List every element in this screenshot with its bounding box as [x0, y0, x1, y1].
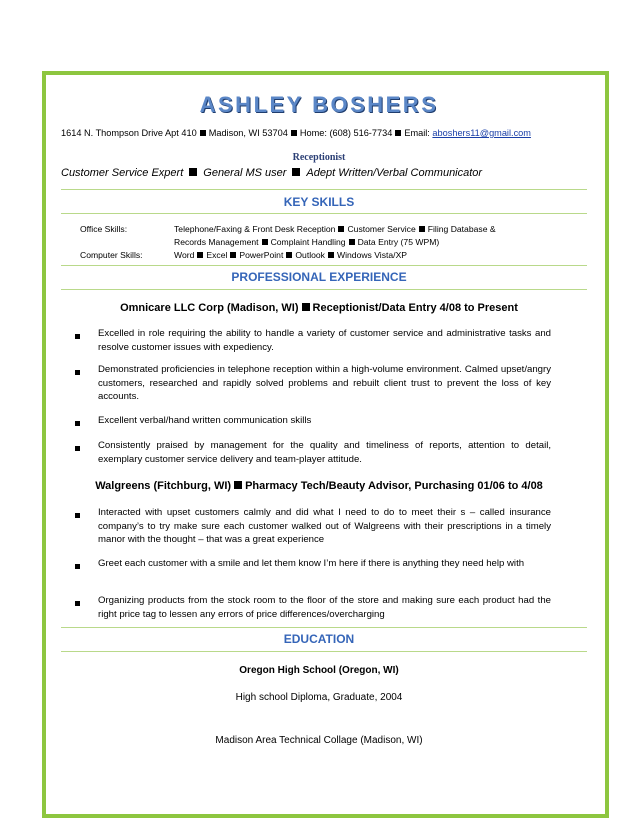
office-skills-line2 — [174, 237, 439, 247]
skill-item: Data Entry (75 WPM) — [357, 237, 440, 247]
separator-square-icon — [234, 481, 242, 489]
city: Madison, WI 53704 — [208, 128, 288, 138]
divider — [61, 213, 587, 214]
skill-item: PowerPoint — [239, 250, 284, 260]
job-company: Omnicare LLC Corp (Madison, WI) — [120, 302, 299, 314]
office-skills-label: Office Skills: — [80, 224, 128, 234]
bullet-icon — [75, 564, 80, 569]
job-bullet: Demonstrated proficiencies in telephone reception within a high-volume environment. Calmed upset/angry customers, researched and rapidly solved problems and rebuilt client trust to prevent the loss of key accounts. — [98, 364, 551, 402]
office-skills-line1 — [174, 224, 496, 234]
skill-item: Word — [174, 250, 195, 260]
skill-item: Records Management — [174, 237, 259, 247]
skill-item: Windows Vista/XP — [336, 250, 408, 260]
divider — [61, 627, 587, 628]
separator-square-icon — [338, 226, 344, 232]
contact-line — [61, 128, 531, 138]
school-name: Oregon High School (Oregon, WI) — [239, 665, 399, 676]
separator-square-icon — [302, 303, 310, 311]
skill-item: Outlook — [295, 250, 325, 260]
tagline-item: Customer Service Expert — [61, 167, 184, 179]
separator-square-icon — [349, 239, 355, 245]
job-company: Walgreens (Fitchburg, WI) — [95, 480, 232, 492]
bullet-icon — [75, 334, 80, 339]
separator-square-icon — [189, 168, 197, 176]
job-bullet: Greet each customer with a smile and let them know I’m here if there is anything they need help with — [98, 558, 525, 569]
email-label: Email: — [404, 128, 430, 138]
tagline-item: Adept Written/Verbal Communicator — [306, 167, 483, 179]
bullet-icon — [75, 446, 80, 451]
computer-skills-line — [174, 250, 407, 260]
section-title-education: EDUCATION — [283, 632, 355, 646]
resume-name: ASHLEY BOSHERS — [199, 92, 439, 117]
section-title-experience: PROFESSIONAL EXPERIENCE — [231, 270, 407, 284]
job-bullet: Interacted with upset customers calmly and did what I need to do to meet their s – called insurance company’s to try make sure each customer walked out of Walgreens with their prescriptions in a timely manor with the thought – that was a great experience — [98, 507, 551, 545]
bullet-icon — [75, 601, 80, 606]
separator-square-icon — [200, 130, 206, 136]
separator-square-icon — [395, 130, 401, 136]
divider — [61, 651, 587, 652]
skill-item: Filing Database & — [427, 224, 496, 234]
address: 1614 N. Thompson Drive Apt 410 — [61, 128, 197, 138]
skill-item: Complaint Handling — [270, 237, 346, 247]
separator-square-icon — [286, 252, 292, 258]
job-bullet: Organizing products from the stock room to the floor of the store and making sure each product had the right price tag to lessen any errors of price differences/overcharging — [98, 595, 551, 620]
role-title: Receptionist — [292, 152, 346, 163]
job-bullet: Consistently praised by management for the quality and timeliness of reports, attention to detail, exemplary customer service delivery and team-player attitude. — [98, 440, 551, 465]
separator-square-icon — [328, 252, 334, 258]
divider — [61, 289, 587, 290]
separator-square-icon — [197, 252, 203, 258]
divider — [61, 189, 587, 190]
separator-square-icon — [292, 168, 300, 176]
skill-item: Telephone/Faxing & Front Desk Reception — [174, 224, 336, 234]
bullet-icon — [75, 421, 80, 426]
degree: High school Diploma, Graduate, 2004 — [235, 692, 403, 703]
job-bullet: Excellent verbal/hand written communication skills — [98, 415, 312, 426]
separator-square-icon — [419, 226, 425, 232]
bullet-icon — [75, 370, 80, 375]
divider — [61, 265, 587, 266]
email-link[interactable]: aboshers11@gmail.com — [432, 128, 531, 138]
job-bullet: Excelled in role requiring the ability to handle a variety of customer service and administrative tasks and resolve customer issues with expediency. — [98, 328, 551, 353]
computer-skills-label: Computer Skills: — [80, 250, 143, 260]
bullet-icon — [75, 513, 80, 518]
phone: Home: (608) 516-7734 — [299, 128, 393, 138]
job-position: Pharmacy Tech/Beauty Advisor, Purchasing 01/06 to 4/08 — [245, 480, 543, 492]
tagline — [61, 167, 482, 179]
job-heading — [0, 302, 638, 314]
skill-item: Customer Service — [347, 224, 416, 234]
separator-square-icon — [230, 252, 236, 258]
separator-square-icon — [291, 130, 297, 136]
section-title-key-skills: KEY SKILLS — [283, 195, 355, 209]
school-name: Madison Area Technical Collage (Madison, WI) — [215, 735, 423, 746]
tagline-item: General MS user — [203, 167, 287, 179]
separator-square-icon — [262, 239, 268, 245]
job-position: Receptionist/Data Entry 4/08 to Present — [312, 302, 518, 314]
skill-item: Excel — [206, 250, 228, 260]
job-heading — [0, 480, 638, 492]
